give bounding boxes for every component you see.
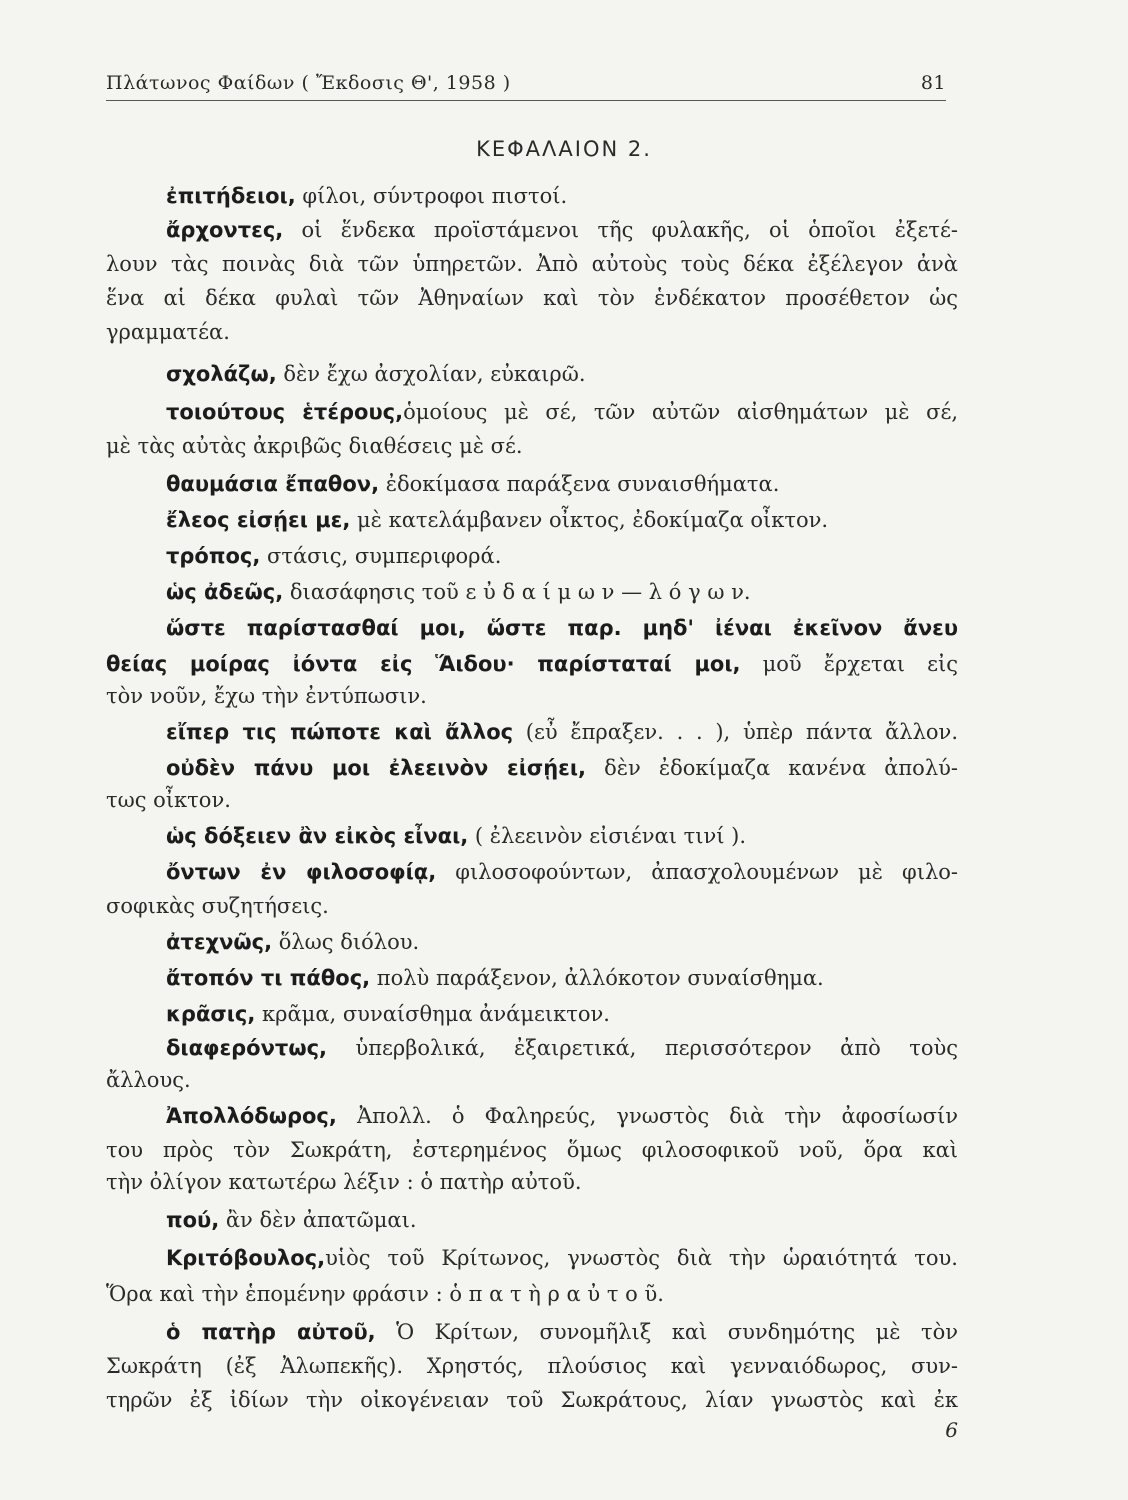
term-heading: Ἀπολλόδωρος, [166,1104,337,1128]
line-text: φιλοσοφούντων, ἀπασχολουμένων μὲ φιλο- [436,860,958,884]
text-line [106,430,958,462]
term-heading: θείας μοίρας ἰόντα εἰς Ἅιδου· παρίσταταί μοι, [106,652,741,676]
text-line [106,1384,958,1416]
line-text: ὁμοίους μὲ σέ, τῶν αὐτῶν αἰσθημάτων μὲ σέ, [403,400,958,424]
text-line [166,926,958,958]
text-line [106,1350,958,1382]
text-line [166,576,958,608]
chapter-title: ΚΕΦΑΛΑΙΟΝ 2. [476,137,652,161]
text-line [166,998,958,1030]
text-line [106,648,958,680]
line-text: ( ἐλεεινὸν εἰσιέναι τινί ). [468,824,747,848]
line-text: σοφικὰς συζητήσεις. [106,894,329,918]
line-text: οἱ ἕνδεκα προϊστάμενοι τῆς φυλακῆς, οἱ ὁποῖοι ἐξετέ- [283,218,958,242]
page-number: 81 [920,72,946,94]
term-heading: διαφερόντως, [166,1036,327,1060]
line-text: τηρῶν ἐξ ἰδίων τὴν οἰκογένειαν τοῦ Σωκράτους, λίαν γνωστὸς καὶ ἐκ [106,1388,958,1412]
line-text: λουν τὰς ποινὰς διὰ τῶν ὑπηρετῶν. Ἀπὸ αὐτοὺς τοὺς δέκα ἐξέλεγον ἀνὰ [106,252,958,276]
line-text: ἐδοκίμασα παράξενα συναισθήματα. [379,472,780,496]
text-line [106,1064,958,1096]
line-text: δὲν ἐδοκίμαζα κανένα ἀπολύ- [586,756,958,780]
line-text: στάσις, συμπεριφορά. [260,544,502,568]
term-heading: ὄντων ἐν φιλοσοφίᾳ, [166,860,437,884]
line-text: Σωκράτη (ἐξ Ἀλωπεκῆς). Χρηστός, πλούσιος καὶ γενναιόδωρος, συν- [106,1354,958,1378]
term-heading: οὐδὲν πάνυ μοι ἐλεεινὸν εἰσῄει, [166,756,587,780]
line-text: ὑπερβολικά, ἐξαιρετικά, περισσότερον ἀπὸ τοὺς [327,1036,958,1060]
term-heading: ὡς δόξειεν ἂν εἰκὸς εἶναι, [166,824,469,848]
line-text: τὸν νοῦν, ἔχω τὴν ἐντύπωσιν. [106,684,427,708]
text-line [166,180,958,212]
term-heading: ὁ πατὴρ αὐτοῦ, [166,1320,376,1344]
line-text: δὲν ἔχω ἀσχολίαν, εὐκαιρῶ. [276,362,586,386]
running-header [106,70,946,101]
line-text: μὲ κατελάμβανεν οἶκτος, ἐδοκίμαζα οἶκτον. [350,508,829,532]
text-line [166,214,958,246]
line-text: υἱὸς τοῦ Κρίτωνος, γνωστὸς διὰ τὴν ὡραιότητά του. [325,1246,958,1270]
line-text: κρᾶμα, συναίσθημα ἀνάμεικτον. [255,1002,610,1026]
line-text: Ὅρα καὶ τὴν ἑπομένην φράσιν : ὁ π α τ ὴ ρ α ὐ τ ο ῦ. [106,1282,664,1306]
term-heading: ἔλεος εἰσῄει με, [166,508,351,532]
term-heading: Κριτόβουλος, [166,1246,326,1270]
text-line [106,680,958,712]
line-text: τὴν ὀλίγον κατωτέρω λέξιν : ὁ πατὴρ αὐτοῦ. [106,1170,582,1194]
term-heading: ὥστε παρίστασθαί μοι, ὥστε παρ. μηδ' ἰέναι ἐκεῖνον ἄνευ [166,616,958,640]
term-heading: πού, [166,1208,220,1232]
text-line [166,1242,958,1274]
text-line [106,1134,958,1166]
text-line [166,1204,958,1236]
text-line [166,358,958,390]
term-heading: κρᾶσις, [166,1002,256,1026]
term-heading: θαυμάσια ἔπαθον, [166,472,380,496]
term-heading: ὡς ἀδεῶς, [166,580,284,604]
term-heading: σχολάζω, [166,362,277,386]
term-heading: τρόπος, [166,544,261,568]
text-line [166,396,958,428]
text-line [166,962,958,994]
line-text: (εὖ ἔπραξεν. . . ), ὑπὲρ πάντα ἄλλον. [513,720,959,744]
line-text: ἄλλους. [106,1068,191,1092]
text-line [106,282,958,314]
term-heading: ἐπιτήδειοι, [166,184,296,208]
text-line [106,1166,958,1198]
line-text: τως οἶκτον. [106,788,231,812]
text-line [166,1100,958,1132]
text-line [166,504,958,536]
term-heading: τοιούτους ἑτέρους, [166,400,404,424]
line-text: ἕνα αἱ δέκα φυλαὶ τῶν Ἀθηναίων καὶ τὸν ἑνδέκατον προσέθετον ὡς [106,286,958,310]
line-text: ἂν δὲν ἀπατῶμαι. [219,1208,417,1232]
text-line [106,316,958,348]
line-text: πολὺ παράξενον, ἀλλόκοτον συναίσθημα. [370,966,824,990]
text-line [166,612,958,644]
line-text: γραμματέα. [106,320,230,344]
term-heading: ἀτεχνῶς, [166,930,273,954]
line-text: ὅλως διόλου. [272,930,420,954]
text-line [106,784,958,816]
text-line [166,856,958,888]
text-line [166,540,958,572]
text-line [106,1278,958,1310]
line-text: μοῦ ἔρχεται εἰς [740,652,958,676]
line-text: μὲ τὰς αὐτὰς ἀκριβῶς διαθέσεις μὲ σέ. [106,434,523,458]
text-line [166,1032,958,1064]
line-text: διασάφησις τοῦ ε ὐ δ α ί μ ω ν — λ ό γ ω ν. [283,580,751,604]
term-heading: ἄτοπόν τι πάθος, [166,966,371,990]
term-heading: εἴπερ τις πώποτε καὶ ἄλλος [166,720,514,744]
term-heading: ἄρχοντες, [166,218,284,242]
header-title: Πλάτωνος Φαίδων ( Ἔκδοσις Θ', 1958 ) [106,72,511,94]
line-text: φίλοι, σύντροφοι πιστοί. [295,184,568,208]
line-text: του πρὸς τὸν Σωκράτη, ἐστερημένος ὅμως φιλοσοφικοῦ νοῦ, ὅρα καὶ [106,1138,958,1162]
text-line [166,716,958,748]
text-line [166,1316,958,1348]
text-line [166,752,958,784]
text-line [106,890,958,922]
signature-mark: 6 [945,1418,958,1442]
line-text: Ἀπολλ. ὁ Φαληρεύς, γνωστὸς διὰ τὴν ἀφοσίωσίν [336,1104,958,1128]
line-text: Ὁ Κρίτων, συνομῆλιξ καὶ συνδημότης μὲ τὸν [375,1320,958,1344]
text-line [166,820,958,852]
text-line [106,248,958,280]
text-line [166,468,958,500]
